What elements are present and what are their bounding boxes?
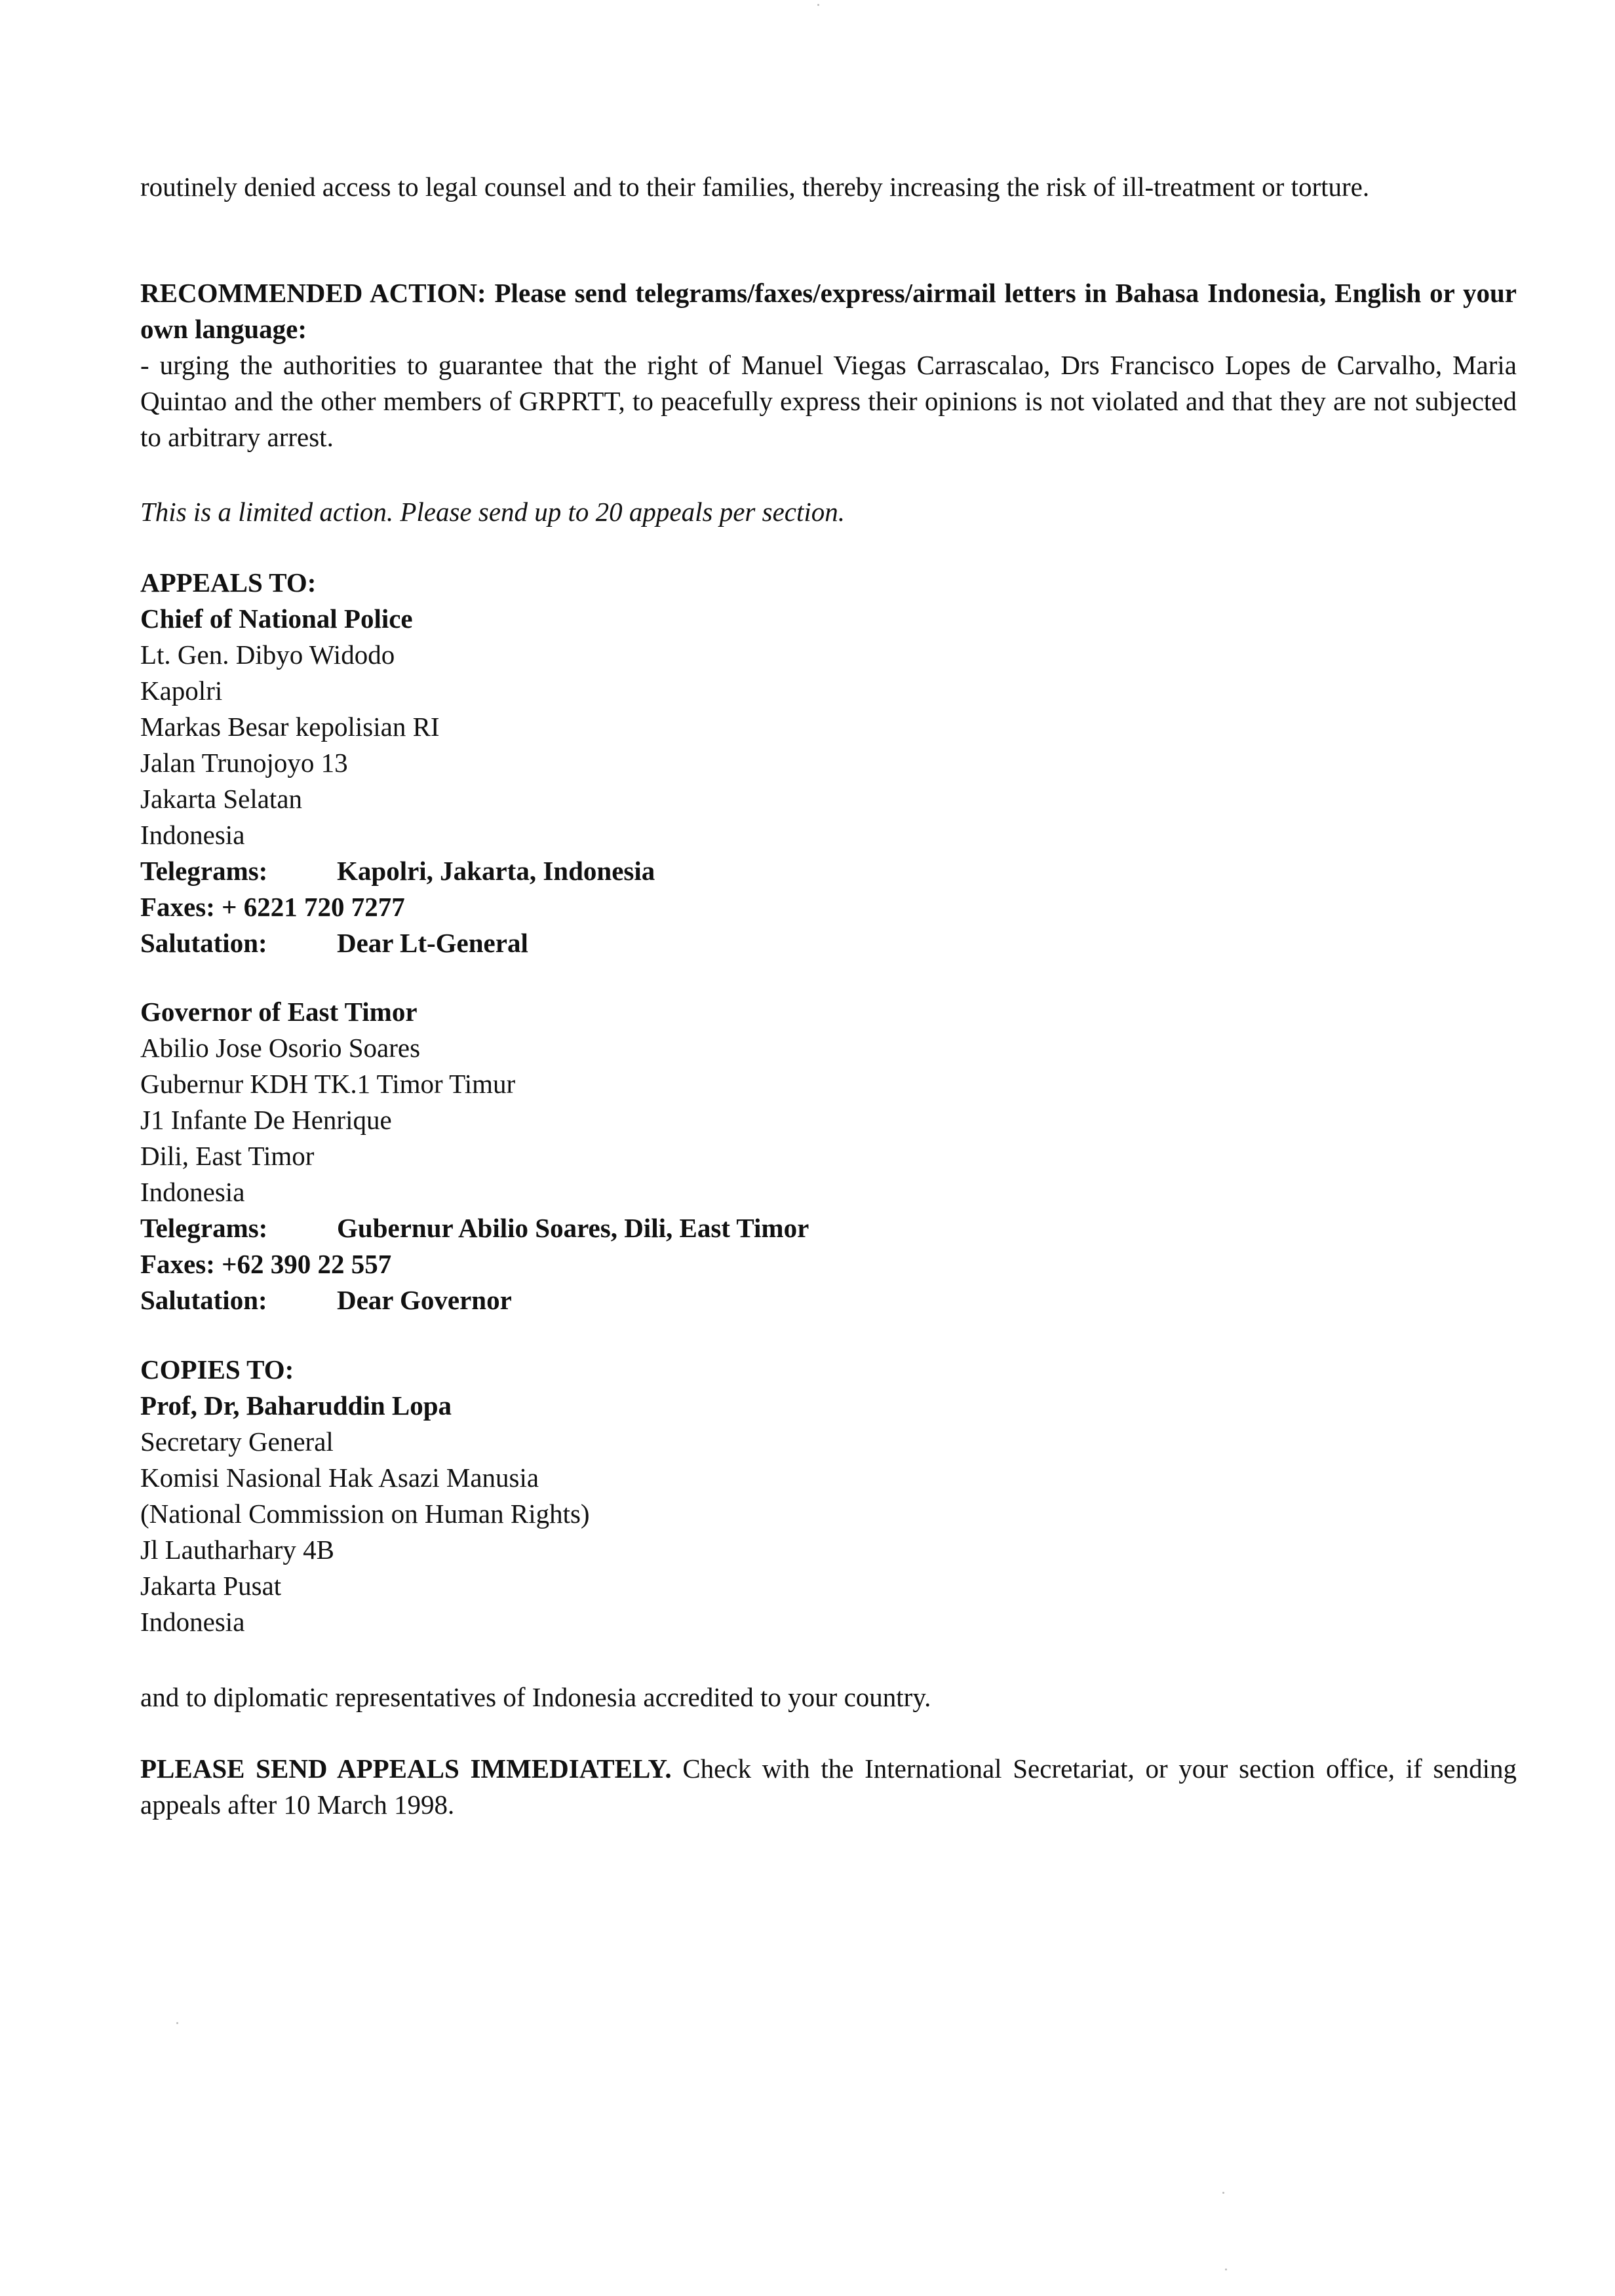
scan-speck (817, 4, 819, 6)
governor-address-line: Gubernur KDH TK.1 Timor Timur (140, 1069, 516, 1099)
salutation-label: Salutation: (140, 1285, 267, 1315)
police-address-line: Markas Besar kepolisian RI (140, 712, 440, 742)
governor-address-line: Dili, East Timor (140, 1141, 315, 1171)
governor-faxes-row (140, 1246, 1517, 1282)
recommended-action-heading: RECOMMENDED ACTION: Please send telegrams/faxes/express/airmail letters in Bahasa Indonesia, English or your own language: (140, 278, 1517, 344)
salutation-label: Salutation: (140, 928, 267, 958)
governor-recipient-title: Governor of East Timor (140, 997, 418, 1027)
recommended-action-section (140, 275, 1517, 455)
scan-speck (1222, 2192, 1224, 2194)
copies-address-line: Indonesia (140, 1607, 245, 1637)
copies-section (140, 1352, 1517, 1640)
police-telegrams-row (140, 853, 1517, 889)
appeals-section (140, 565, 1517, 961)
appeals-heading: APPEALS TO: (140, 567, 317, 598)
copies-heading: COPIES TO: (140, 1354, 294, 1385)
police-recipient-title: Chief of National Police (140, 603, 413, 634)
telegrams-value: Gubernur Abilio Soares, Dili, East Timor (337, 1213, 809, 1243)
governor-address-line: Abilio Jose Osorio Soares (140, 1033, 421, 1063)
governor-salutation-row (140, 1282, 1517, 1318)
recommended-action-bullet: - urging the authorities to guarantee that the right of Manuel Viegas Carrascalao, Drs Francisco Lopes de Carvalho, Maria Quintao and the other members of GRPRTT, to peacefully express their opinions is not violated and that they are not subjected to arbitrary arrest. (140, 350, 1517, 452)
closing-paragraph (140, 1751, 1517, 1823)
limited-action-note: This is a limited action. Please send up to 20 appeals per section. (140, 497, 846, 527)
copies-address-line: Jakarta Pusat (140, 1571, 282, 1601)
governor-recipient-section (140, 994, 1517, 1318)
governor-telegrams-row (140, 1210, 1517, 1246)
faxes-label: Faxes: (140, 892, 215, 922)
police-faxes-row (140, 889, 1517, 925)
copies-address-line: Jl Lautharhary 4B (140, 1535, 335, 1565)
police-address-line: Kapolri (140, 676, 223, 706)
diplomatic-note: and to diplomatic representatives of Indonesia accredited to your country. (140, 1682, 931, 1712)
police-address-line: Jalan Trunojoyo 13 (140, 748, 348, 778)
governor-address-line: J1 Infante De Henrique (140, 1105, 392, 1135)
closing-urgent-text: PLEASE SEND APPEALS IMMEDIATELY. (140, 1753, 672, 1784)
police-salutation-row (140, 925, 1517, 961)
copies-address-line: Komisi Nasional Hak Asazi Manusia (140, 1463, 539, 1493)
copies-address-line: Secretary General (140, 1426, 334, 1457)
telegrams-label: Telegrams: (140, 1213, 268, 1243)
faxes-value: +62 390 22 557 (222, 1249, 392, 1279)
governor-address-line: Indonesia (140, 1177, 245, 1207)
salutation-value: Dear Governor (337, 1285, 512, 1315)
faxes-value: + 6221 720 7277 (222, 892, 405, 922)
police-address-line: Indonesia (140, 820, 245, 850)
copies-recipient-title: Prof, Dr, Baharuddin Lopa (140, 1390, 452, 1421)
copies-address-line: (National Commission on Human Rights) (140, 1499, 590, 1529)
salutation-value: Dear Lt-General (337, 928, 528, 958)
scan-speck (1225, 2268, 1227, 2270)
telegrams-value: Kapolri, Jakarta, Indonesia (337, 856, 655, 886)
scan-speck (176, 2022, 178, 2024)
intro-paragraph: routinely denied access to legal counsel and to their families, thereby increasing the risk of ill-treatment or torture. (140, 172, 1370, 202)
faxes-label: Faxes: (140, 1249, 215, 1279)
telegrams-label: Telegrams: (140, 856, 268, 886)
police-address-line: Jakarta Selatan (140, 784, 303, 814)
police-address-line: Lt. Gen. Dibyo Widodo (140, 640, 395, 670)
closing-rest-text: Check with the International Secretariat, or your section office, if sending appeals after 10 March 1998. (140, 1753, 1517, 1820)
